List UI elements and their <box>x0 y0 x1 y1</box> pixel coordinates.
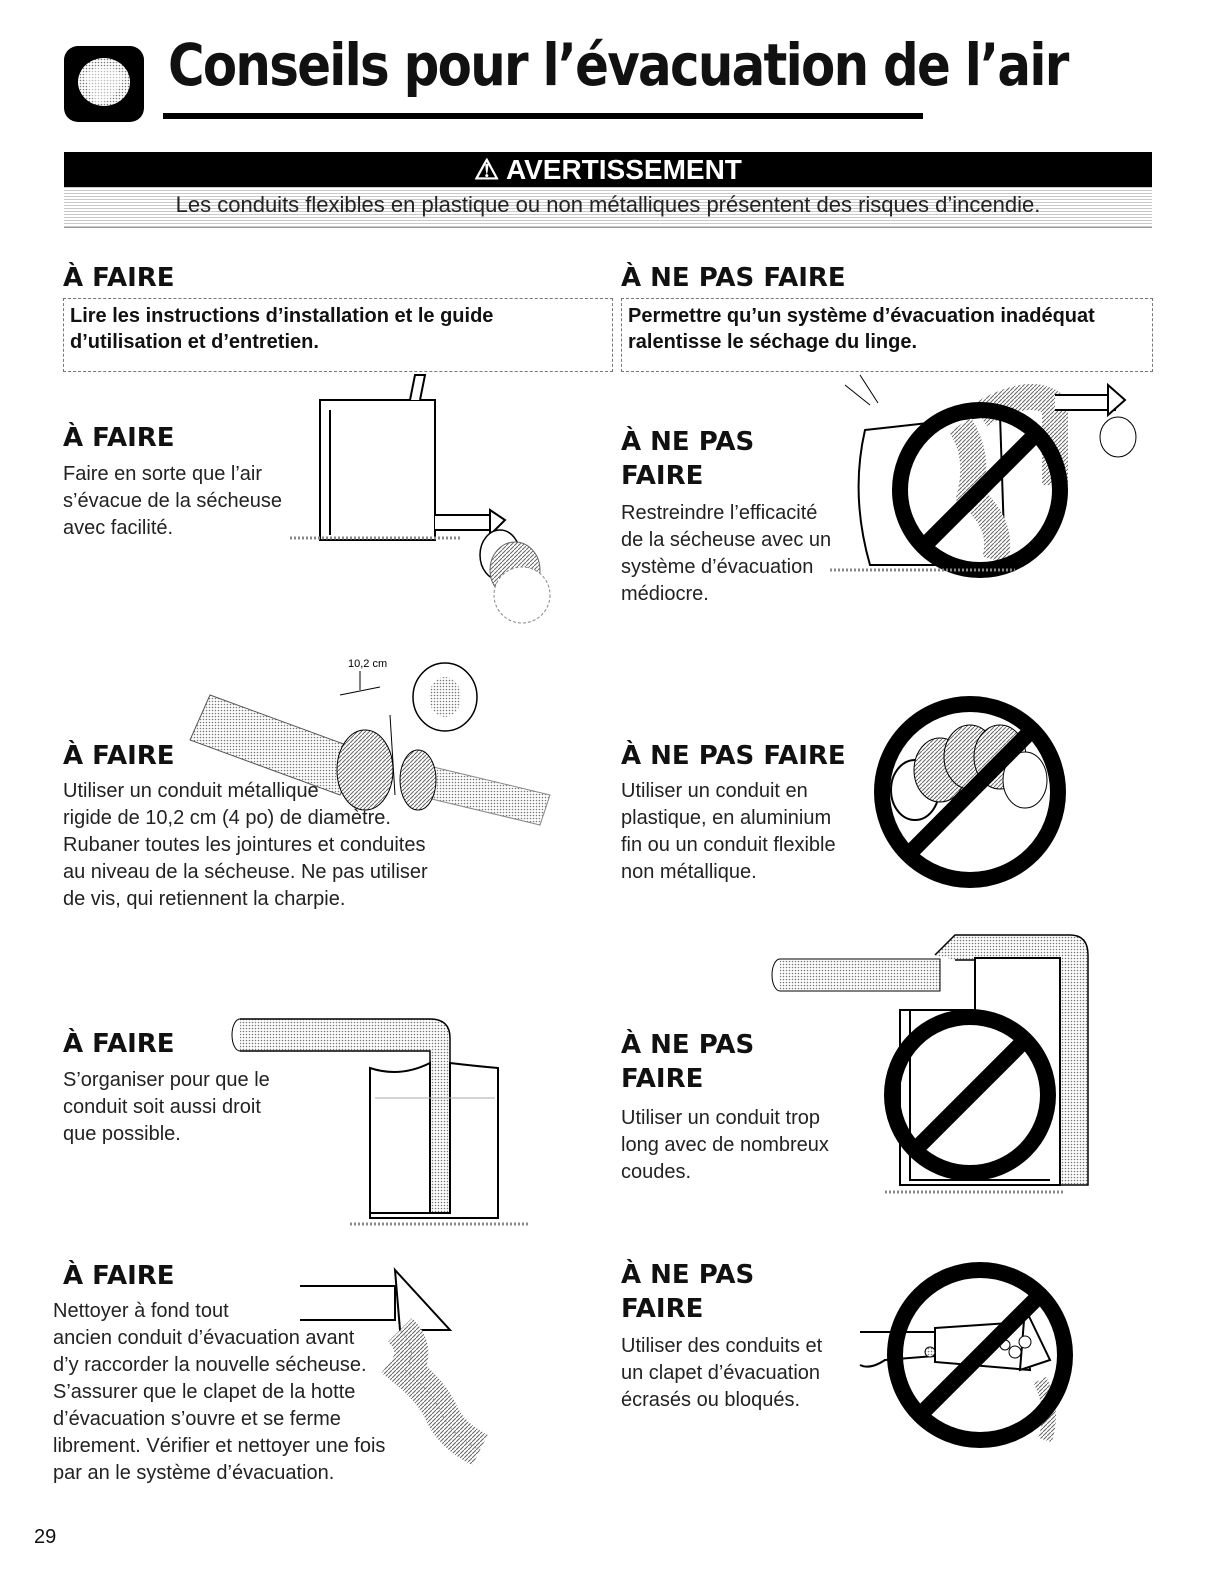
text-line: Rubaner toutes les jointures et conduites <box>63 834 426 856</box>
text-line: Utiliser un conduit en <box>621 780 808 802</box>
heading-line: FAIRE <box>621 1294 704 1324</box>
text-line: par an le système d’évacuation. <box>53 1462 335 1484</box>
restricted-exhaust-prohibited-illustration <box>830 375 1150 595</box>
text-line: médiocre. <box>621 583 709 605</box>
air-vent-logo-icon <box>64 46 144 122</box>
right-heading-3: À NE PAS FAIRE <box>621 741 846 771</box>
text-line: Nettoyer à fond tout <box>53 1300 229 1322</box>
text-line: rigide de 10,2 cm (4 po) de diamètre. <box>63 807 391 829</box>
heading-line: À NE PAS <box>621 1260 755 1290</box>
page-title: Conseils pour l’évacuation de l’air <box>168 31 1068 99</box>
text-line: librement. Vérifier et nettoyer une fois <box>53 1435 386 1457</box>
left-heading-2: À FAIRE <box>63 423 175 453</box>
text-line: de vis, qui retiennent la charpie. <box>63 888 346 910</box>
left-heading-3: À FAIRE <box>63 741 175 771</box>
left-heading-1: À FAIRE <box>63 263 175 293</box>
text-line: de la sécheuse avec un <box>621 529 832 551</box>
text-line: d’y raccorder la nouvelle sécheuse. <box>53 1354 367 1376</box>
left-text-3 <box>63 778 428 913</box>
heading-line: À NE PAS <box>621 427 755 457</box>
right-text-5 <box>621 1333 822 1414</box>
left-heading-4: À FAIRE <box>63 1029 175 1059</box>
right-text-3 <box>621 778 836 886</box>
text-line: conduit soit aussi droit <box>63 1096 261 1118</box>
heading-line: À NE PAS <box>621 1030 755 1060</box>
text-line: fin ou un conduit flexible <box>621 834 836 856</box>
heading-line: FAIRE <box>621 1064 704 1094</box>
text-line: avec facilité. <box>63 517 174 539</box>
right-box-1: Permettre qu’un système d’évacuation inadéquat ralentisse le séchage du linge. <box>621 298 1153 372</box>
text-line: un clapet d’évacuation <box>621 1362 821 1384</box>
title-underline <box>163 113 923 119</box>
right-heading-5 <box>621 1258 754 1326</box>
text-line: écrasés ou bloqués. <box>621 1389 801 1411</box>
text-line: Faire en sorte que l’air <box>63 463 262 485</box>
text-line: ancien conduit d’évacuation avant <box>53 1327 355 1349</box>
flexible-duct-prohibited-illustration <box>870 695 1070 890</box>
left-text-2 <box>63 461 282 542</box>
right-heading-2 <box>621 425 754 493</box>
text-line: d’évacuation s’ouvre et se ferme <box>53 1408 341 1430</box>
page-number: 29 <box>34 1526 57 1548</box>
heading-line: FAIRE <box>621 461 704 491</box>
text-line: plastique, en aluminium <box>621 807 832 829</box>
text-line: Utiliser des conduits et <box>621 1335 823 1357</box>
right-heading-4 <box>621 1028 754 1096</box>
crushed-duct-prohibited-illustration <box>855 1260 1075 1470</box>
text-line: Utiliser un conduit trop <box>621 1107 820 1129</box>
dryer-vent-good-illustration <box>290 370 590 640</box>
text-line: Utiliser un conduit métallique <box>63 780 319 802</box>
text-line: que possible. <box>63 1123 181 1145</box>
text-line: S’assurer que le clapet de la hotte <box>53 1381 356 1403</box>
left-heading-5: À FAIRE <box>63 1261 175 1291</box>
text-line: s’évacue de la sécheuse <box>63 490 283 512</box>
text-line: S’organiser pour que le <box>63 1069 270 1091</box>
left-box-1: Lire les instructions d’installation et le guide d’utilisation et d’entretien. <box>63 298 613 372</box>
text-line: non métallique. <box>621 861 757 883</box>
warning-text: Les conduits flexibles en plastique ou non métalliques présentent des risques d’incendie. <box>64 187 1152 228</box>
duct-dimension-label: 10,2 cm <box>348 658 388 670</box>
text-line: coudes. <box>621 1161 692 1183</box>
warning-banner <box>64 152 1152 187</box>
text-line: Restreindre l’efficacité <box>621 502 818 524</box>
warning-triangle-icon: ⚠ <box>474 154 500 185</box>
long-duct-prohibited-illustration <box>770 930 1100 1200</box>
warning-label: AVERTISSEMENT <box>505 154 742 185</box>
right-text-2 <box>621 500 831 608</box>
right-heading-1: À NE PAS FAIRE <box>621 263 846 293</box>
text-line: long avec de nombreux <box>621 1134 829 1156</box>
text-line: au niveau de la sécheuse. Ne pas utiliser <box>63 861 428 883</box>
text-line: système d’évacuation <box>621 556 814 578</box>
straight-duct-illustration <box>230 1018 530 1238</box>
clean-vent-hood-illustration <box>300 1270 530 1470</box>
